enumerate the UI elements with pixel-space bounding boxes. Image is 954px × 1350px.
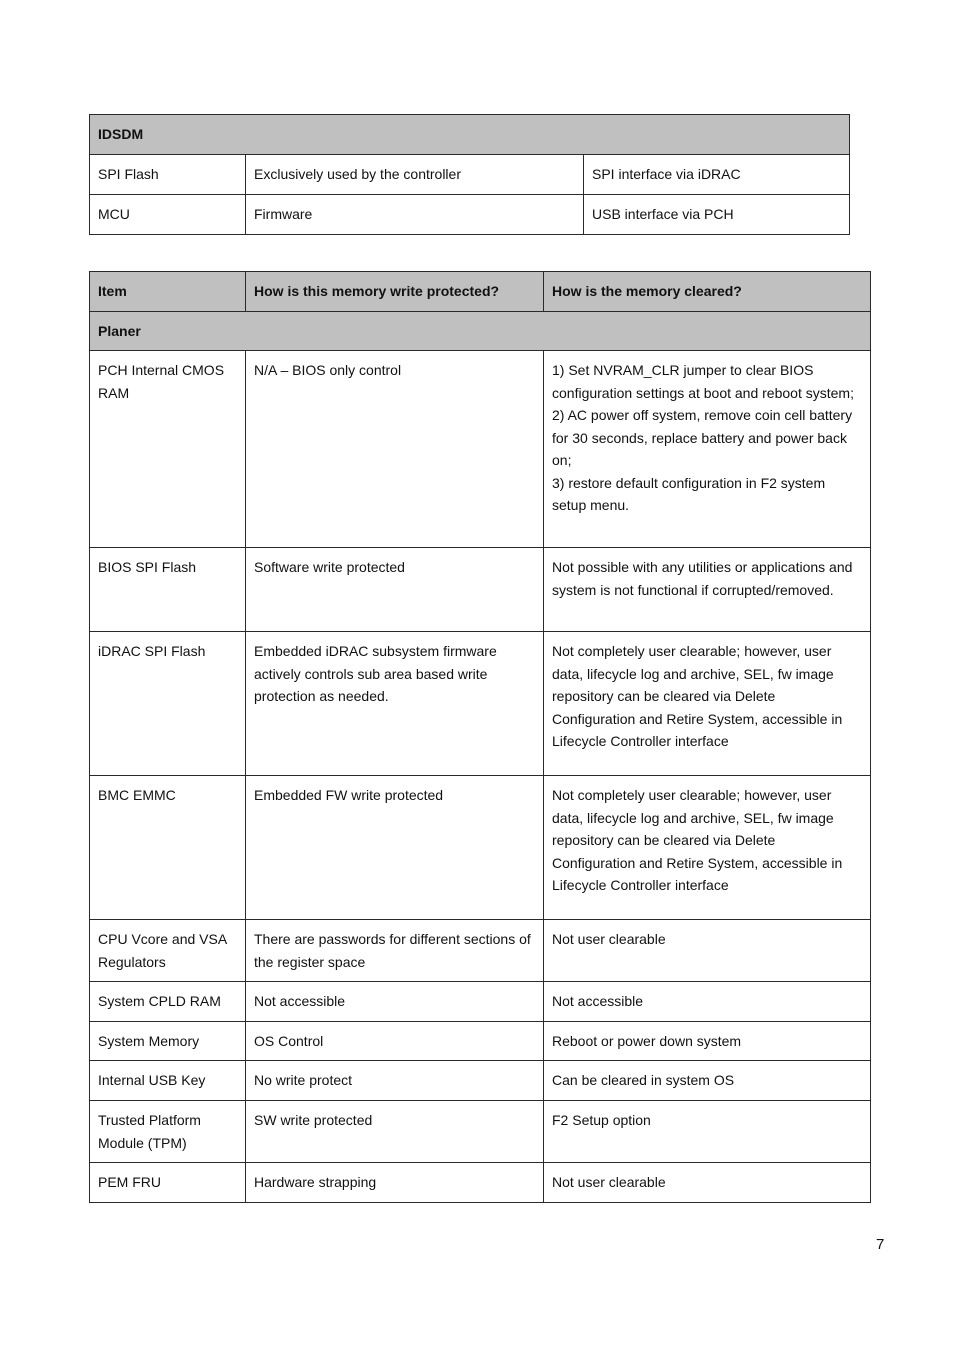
table-row bbox=[90, 982, 871, 1022]
item-cell: iDRAC SPI Flash bbox=[90, 632, 246, 776]
clearing-cell: Not possible with any utilities or applications and system is not functional if corrupted/removed. bbox=[544, 548, 871, 632]
clearing-cell: Not completely user clearable; however, user data, lifecycle log and archive, SEL, fw image repository can be cleared via Delete Configuration and Retire System, accessible in Lifecycle Controller interface bbox=[544, 632, 871, 776]
protection-cell: There are passwords for different sections of the register space bbox=[246, 920, 544, 982]
description-cell: Exclusively used by the controller bbox=[246, 155, 584, 195]
table-row bbox=[90, 1061, 871, 1101]
protection-cell: Hardware strapping bbox=[246, 1163, 544, 1203]
item-cell: PCH Internal CMOS RAM bbox=[90, 351, 246, 548]
item-cell: System Memory bbox=[90, 1022, 246, 1061]
table-row bbox=[90, 155, 850, 195]
memory-protection-table bbox=[89, 271, 871, 1203]
table-row bbox=[90, 776, 871, 920]
table-row bbox=[90, 1101, 871, 1163]
table-row bbox=[90, 1163, 871, 1203]
column-header-item: Item bbox=[90, 272, 246, 312]
item-cell: BMC EMMC bbox=[90, 776, 246, 920]
table-row bbox=[90, 548, 871, 632]
clearing-cell: Not accessible bbox=[544, 982, 871, 1022]
column-header-protected: How is this memory write protected? bbox=[246, 272, 544, 312]
protection-cell: Embedded FW write protected bbox=[246, 776, 544, 920]
table-row bbox=[90, 195, 850, 235]
item-cell: Trusted Platform Module (TPM) bbox=[90, 1101, 246, 1163]
description-cell: Firmware bbox=[246, 195, 584, 235]
clearing-cell: Not user clearable bbox=[544, 1163, 871, 1203]
clearing-cell: Can be cleared in system OS bbox=[544, 1061, 871, 1101]
interface-cell: USB interface via PCH bbox=[584, 195, 850, 235]
interface-cell: SPI interface via iDRAC bbox=[584, 155, 850, 195]
protection-cell: Not accessible bbox=[246, 982, 544, 1022]
item-cell: SPI Flash bbox=[90, 155, 246, 195]
protection-cell: OS Control bbox=[246, 1022, 544, 1061]
clearing-step: 1) Set NVRAM_CLR jumper to clear BIOS configuration settings at boot and reboot system; bbox=[552, 362, 854, 401]
item-cell: MCU bbox=[90, 195, 246, 235]
item-cell: PEM FRU bbox=[90, 1163, 246, 1203]
item-cell: BIOS SPI Flash bbox=[90, 548, 246, 632]
table-row bbox=[90, 920, 871, 982]
clearing-cell: F2 Setup option bbox=[544, 1101, 871, 1163]
table-row bbox=[90, 351, 871, 548]
clearing-cell bbox=[544, 351, 871, 548]
table-header-row bbox=[90, 272, 871, 312]
section-header-planer: Planer bbox=[90, 312, 871, 351]
protection-cell: N/A – BIOS only control bbox=[246, 351, 544, 548]
clearing-cell: Reboot or power down system bbox=[544, 1022, 871, 1061]
protection-cell: SW write protected bbox=[246, 1101, 544, 1163]
clearing-cell: Not completely user clearable; however, user data, lifecycle log and archive, SEL, fw image repository can be cleared via Delete Configuration and Retire System, accessible in Lifecycle Controller interface bbox=[544, 776, 871, 920]
column-header-cleared: How is the memory cleared? bbox=[544, 272, 871, 312]
idsdm-table bbox=[89, 114, 850, 235]
table-row bbox=[90, 1022, 871, 1061]
item-cell: Internal USB Key bbox=[90, 1061, 246, 1101]
table-row bbox=[90, 632, 871, 776]
clearing-step: 2) AC power off system, remove coin cell battery for 30 seconds, replace battery and power back on; bbox=[552, 407, 853, 468]
clearing-step: 3) restore default configuration in F2 system setup menu. bbox=[552, 474, 826, 513]
section-header-idsdm: IDSDM bbox=[90, 115, 850, 155]
clearing-cell: Not user clearable bbox=[544, 920, 871, 982]
page-number: 7 bbox=[876, 1236, 885, 1253]
protection-cell: No write protect bbox=[246, 1061, 544, 1101]
protection-cell: Software write protected bbox=[246, 548, 544, 632]
protection-cell: Embedded iDRAC subsystem firmware actively controls sub area based write protection as needed. bbox=[246, 632, 544, 776]
item-cell: CPU Vcore and VSA Regulators bbox=[90, 920, 246, 982]
item-cell: System CPLD RAM bbox=[90, 982, 246, 1022]
